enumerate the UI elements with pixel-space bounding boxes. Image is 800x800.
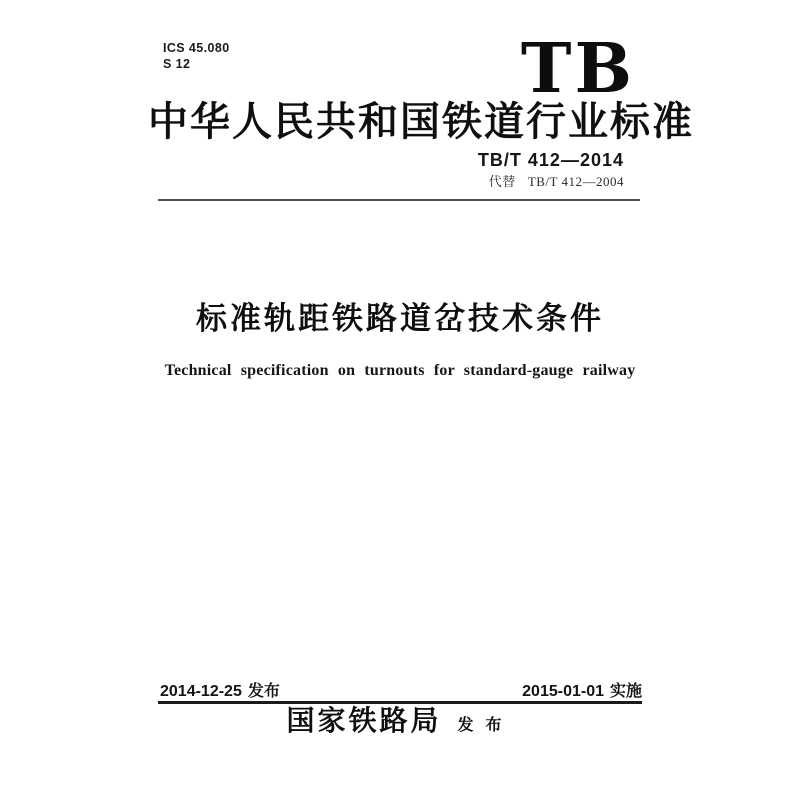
publisher-line xyxy=(0,704,800,738)
publisher-name: 国家铁路局 xyxy=(286,704,442,737)
superseded-standard xyxy=(478,174,624,190)
standard-number-block xyxy=(478,150,624,189)
main-title-en: Technical specification on turnouts for standard-gauge railway xyxy=(164,362,636,379)
ics-classification-block xyxy=(163,40,230,73)
ics-code: ICS 45.080 xyxy=(163,41,230,55)
release-label: 发布 xyxy=(247,683,280,700)
tb-standard-logo: TB xyxy=(520,29,635,109)
document-class-code: S 12 xyxy=(163,57,191,72)
main-title-zh: 标准轨距铁路道岔技术条件 xyxy=(196,301,604,337)
standard-number: TB/T 412—2014 xyxy=(477,150,624,170)
replaced-standard-number: TB/T 412—2004 xyxy=(527,173,624,189)
publish-label: 发布 xyxy=(457,715,514,734)
implement-date-group xyxy=(522,684,642,700)
header-rule xyxy=(158,199,640,201)
implement-label: 实施 xyxy=(609,683,642,700)
standard-type-heading: 中华人民共和国铁道行业标准 xyxy=(148,98,694,145)
implement-date: 2015-01-01 xyxy=(522,683,604,700)
replaces-label: 代替 xyxy=(488,173,516,189)
release-date: 2014-12-25 xyxy=(160,683,242,700)
dates-row xyxy=(160,684,642,700)
release-date-group xyxy=(160,684,280,700)
